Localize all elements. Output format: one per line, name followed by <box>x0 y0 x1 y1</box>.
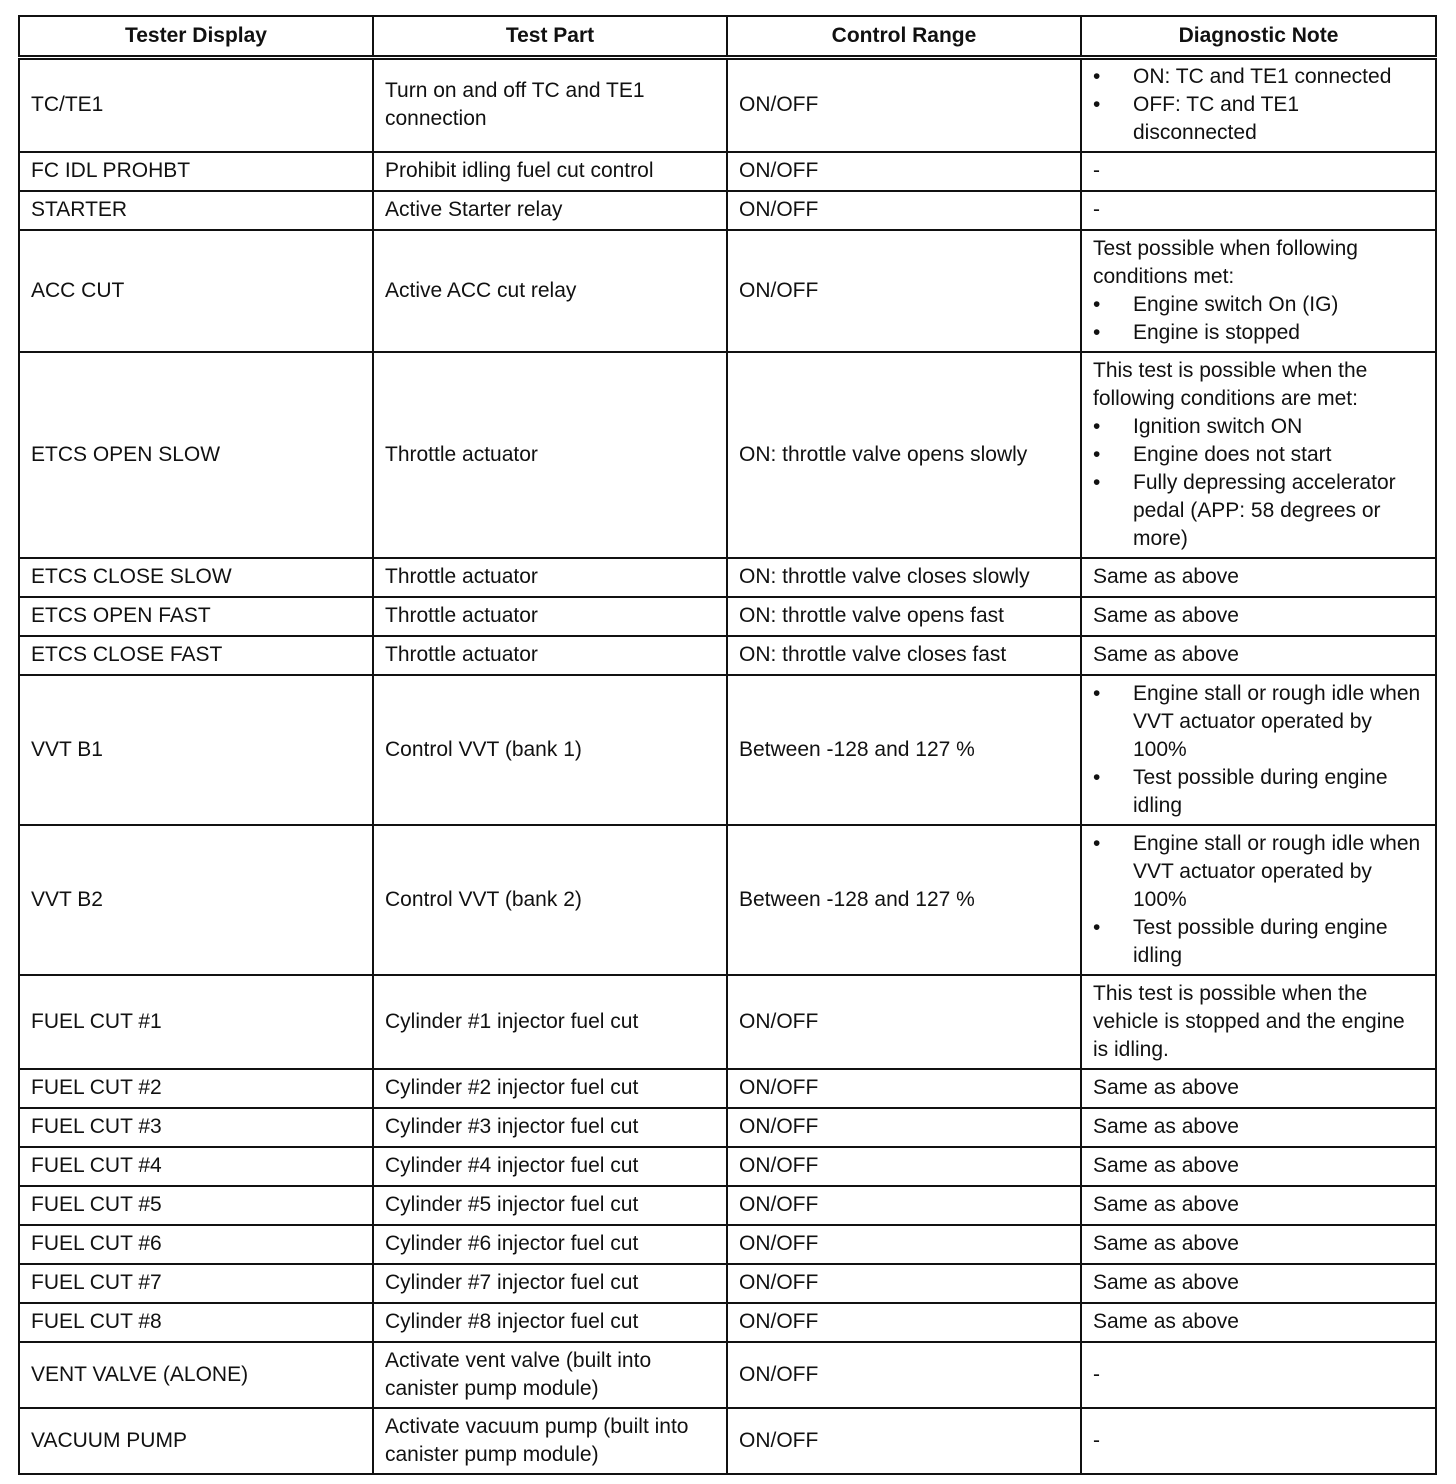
tester-display-cell: FC IDL PROHBT <box>19 152 373 191</box>
table-row <box>19 1108 1436 1147</box>
note-text: Same as above <box>1093 643 1239 666</box>
test-part-cell: Cylinder #4 injector fuel cut <box>373 1147 727 1186</box>
diagnostic-note-cell <box>1081 1108 1436 1147</box>
test-part-cell: Control VVT (bank 1) <box>373 675 727 825</box>
note-text: This test is possible when the vehicle is stopped and the engine is idling. <box>1093 981 1405 1061</box>
diagnostic-note-cell <box>1081 1264 1436 1303</box>
note-text: Same as above <box>1093 1271 1239 1294</box>
table-row <box>19 152 1436 191</box>
tester-display-cell: VVT B1 <box>19 675 373 825</box>
note-bullet-list <box>1093 63 1424 147</box>
active-test-table <box>18 15 1437 1475</box>
diagnostic-note-cell <box>1081 1342 1436 1408</box>
diagnostic-note-cell <box>1081 1069 1436 1108</box>
test-part-cell: Cylinder #7 injector fuel cut <box>373 1264 727 1303</box>
table-row <box>19 975 1436 1069</box>
test-part-cell: Activate vacuum pump (built into canister pump module) <box>373 1408 727 1474</box>
note-text: Same as above <box>1093 1232 1239 1255</box>
table-row <box>19 1303 1436 1342</box>
note-bullet: • Engine switch On (IG) <box>1093 291 1424 319</box>
diagnostic-note-cell <box>1081 1147 1436 1186</box>
note-text: Same as above <box>1093 1115 1239 1138</box>
note-bullet: • Engine does not start <box>1093 441 1424 469</box>
note-text: Same as above <box>1093 1154 1239 1177</box>
note-bullet-list <box>1093 830 1424 970</box>
note-bullet: • Test possible during engine idling <box>1093 764 1424 820</box>
tester-display-cell: FUEL CUT #5 <box>19 1186 373 1225</box>
control-range-cell: ON: throttle valve opens fast <box>727 597 1081 636</box>
tester-display-cell: ETCS CLOSE FAST <box>19 636 373 675</box>
test-part-cell: Cylinder #2 injector fuel cut <box>373 1069 727 1108</box>
test-part-cell: Turn on and off TC and TE1 connection <box>373 58 727 152</box>
note-bullet: • Fully depressing accelerator pedal (APP: 58 degrees or more) <box>1093 469 1424 553</box>
header-row <box>19 16 1436 58</box>
note-bullet: • Test possible during engine idling <box>1093 914 1424 970</box>
diagnostic-note-cell <box>1081 675 1436 825</box>
test-part-cell: Cylinder #5 injector fuel cut <box>373 1186 727 1225</box>
table-row <box>19 1225 1436 1264</box>
table-row <box>19 58 1436 152</box>
note-text: Test possible when following conditions met: <box>1093 236 1358 288</box>
table-row <box>19 1147 1436 1186</box>
table-row <box>19 1342 1436 1408</box>
note-text: Same as above <box>1093 1076 1239 1099</box>
tester-display-cell: FUEL CUT #2 <box>19 1069 373 1108</box>
diagnostic-note-cell <box>1081 636 1436 675</box>
tester-display-cell: VACUUM PUMP <box>19 1408 373 1474</box>
control-range-cell: ON/OFF <box>727 975 1081 1069</box>
control-range-cell: ON: throttle valve closes fast <box>727 636 1081 675</box>
note-bullet: • Engine is stopped <box>1093 319 1424 347</box>
table-row <box>19 1186 1436 1225</box>
table-row <box>19 352 1436 558</box>
note-bullet-list <box>1093 680 1424 820</box>
header-test-part: Test Part <box>373 16 727 58</box>
note-text: - <box>1093 1428 1100 1452</box>
table-row <box>19 1264 1436 1303</box>
note-bullet: • Engine stall or rough idle when VVT actuator operated by 100% <box>1093 830 1424 914</box>
control-range-cell: ON/OFF <box>727 1108 1081 1147</box>
control-range-cell: ON/OFF <box>727 1069 1081 1108</box>
note-text: Same as above <box>1093 565 1239 588</box>
diagnostic-note-cell <box>1081 975 1436 1069</box>
table-row <box>19 1408 1436 1474</box>
test-part-cell: Active Starter relay <box>373 191 727 230</box>
diagnostic-note-cell <box>1081 191 1436 230</box>
diagnostic-note-cell <box>1081 825 1436 975</box>
test-part-cell: Throttle actuator <box>373 352 727 558</box>
header-diagnostic-note: Diagnostic Note <box>1081 16 1436 58</box>
tester-display-cell: ACC CUT <box>19 230 373 352</box>
diagnostic-note-cell <box>1081 1303 1436 1342</box>
tester-display-cell: VVT B2 <box>19 825 373 975</box>
table-row <box>19 191 1436 230</box>
note-text: - <box>1093 198 1100 221</box>
control-range-cell: ON/OFF <box>727 1147 1081 1186</box>
diagnostic-note-cell <box>1081 352 1436 558</box>
test-part-cell: Active ACC cut relay <box>373 230 727 352</box>
tester-display-cell: TC/TE1 <box>19 58 373 152</box>
table-row <box>19 825 1436 975</box>
tester-display-cell: ETCS OPEN SLOW <box>19 352 373 558</box>
diagnostic-note-cell <box>1081 152 1436 191</box>
test-part-cell: Throttle actuator <box>373 558 727 597</box>
table-row <box>19 675 1436 825</box>
note-text: Same as above <box>1093 1193 1239 1216</box>
tester-display-cell: FUEL CUT #7 <box>19 1264 373 1303</box>
diagnostic-note-cell <box>1081 230 1436 352</box>
note-bullet: • Ignition switch ON <box>1093 413 1424 441</box>
tester-display-cell: FUEL CUT #4 <box>19 1147 373 1186</box>
diagnostic-note-cell <box>1081 58 1436 152</box>
control-range-cell: ON/OFF <box>727 58 1081 152</box>
diagnostic-note-cell <box>1081 1408 1436 1474</box>
note-bullet-list <box>1093 291 1424 347</box>
note-text: Same as above <box>1093 604 1239 627</box>
test-part-cell: Activate vent valve (built into canister pump module) <box>373 1342 727 1408</box>
control-range-cell: ON: throttle valve opens slowly <box>727 352 1081 558</box>
tester-display-cell: FUEL CUT #1 <box>19 975 373 1069</box>
control-range-cell: ON/OFF <box>727 1225 1081 1264</box>
diagnostic-note-cell <box>1081 1186 1436 1225</box>
table-row <box>19 1069 1436 1108</box>
test-part-cell: Throttle actuator <box>373 636 727 675</box>
tester-display-cell: ETCS CLOSE SLOW <box>19 558 373 597</box>
control-range-cell: ON/OFF <box>727 230 1081 352</box>
control-range-cell: ON/OFF <box>727 1264 1081 1303</box>
tester-display-cell: ETCS OPEN FAST <box>19 597 373 636</box>
control-range-cell: ON/OFF <box>727 1186 1081 1225</box>
tester-display-cell: FUEL CUT #3 <box>19 1108 373 1147</box>
table-row <box>19 636 1436 675</box>
header-tester-display: Tester Display <box>19 16 373 58</box>
diagnostic-note-cell <box>1081 1225 1436 1264</box>
test-part-cell: Throttle actuator <box>373 597 727 636</box>
note-bullet-list <box>1093 413 1424 553</box>
tester-display-cell: STARTER <box>19 191 373 230</box>
tester-display-cell: FUEL CUT #6 <box>19 1225 373 1264</box>
header-control-range: Control Range <box>727 16 1081 58</box>
note-text: This test is possible when the following conditions are met: <box>1093 358 1368 410</box>
note-bullet: • Engine stall or rough idle when VVT actuator operated by 100% <box>1093 680 1424 764</box>
table-body <box>19 58 1436 1474</box>
note-text: - <box>1093 159 1100 182</box>
note-text: - <box>1093 1362 1100 1386</box>
test-part-cell: Cylinder #6 injector fuel cut <box>373 1225 727 1264</box>
tester-display-cell: VENT VALVE (ALONE) <box>19 1342 373 1408</box>
control-range-cell: ON/OFF <box>727 191 1081 230</box>
test-part-cell: Cylinder #8 injector fuel cut <box>373 1303 727 1342</box>
diagnostic-note-cell <box>1081 558 1436 597</box>
control-range-cell: ON/OFF <box>727 152 1081 191</box>
control-range-cell: Between -128 and 127 % <box>727 675 1081 825</box>
control-range-cell: ON/OFF <box>727 1408 1081 1474</box>
control-range-cell: ON: throttle valve closes slowly <box>727 558 1081 597</box>
tester-display-cell: FUEL CUT #8 <box>19 1303 373 1342</box>
diagnostic-note-cell <box>1081 597 1436 636</box>
control-range-cell: ON/OFF <box>727 1303 1081 1342</box>
note-bullet: • OFF: TC and TE1 disconnected <box>1093 91 1424 147</box>
test-part-cell: Control VVT (bank 2) <box>373 825 727 975</box>
table-row <box>19 558 1436 597</box>
test-part-cell: Cylinder #3 injector fuel cut <box>373 1108 727 1147</box>
note-text: Same as above <box>1093 1310 1239 1333</box>
test-part-cell: Prohibit idling fuel cut control <box>373 152 727 191</box>
note-bullet: • ON: TC and TE1 connected <box>1093 63 1424 91</box>
control-range-cell: Between -128 and 127 % <box>727 825 1081 975</box>
table-row <box>19 597 1436 636</box>
table-row <box>19 230 1436 352</box>
control-range-cell: ON/OFF <box>727 1342 1081 1408</box>
test-part-cell: Cylinder #1 injector fuel cut <box>373 975 727 1069</box>
